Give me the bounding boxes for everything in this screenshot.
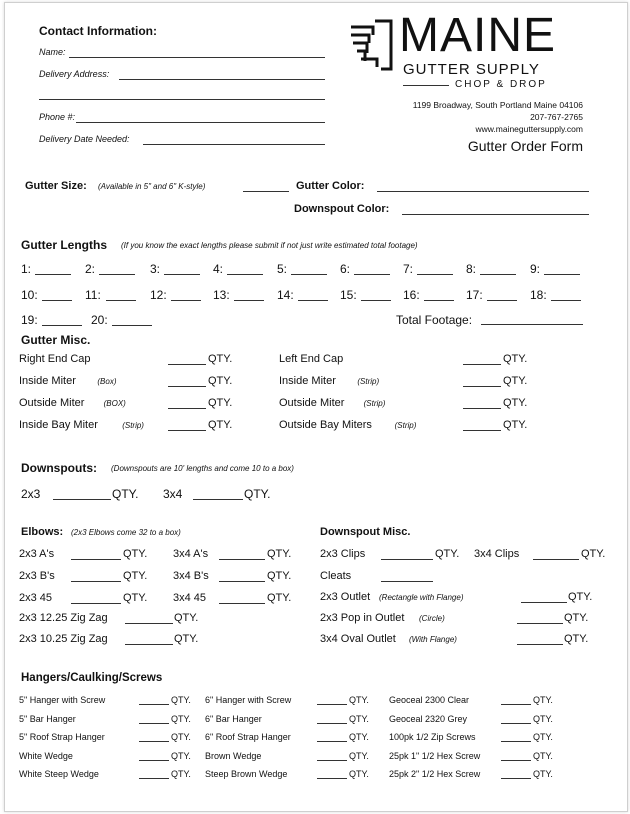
oval-outlet-note: (With Flange)	[409, 635, 457, 644]
length-label: 15:	[340, 288, 357, 302]
length-field[interactable]	[298, 300, 328, 301]
elbow-qty-field[interactable]	[219, 559, 265, 560]
outlet-2x3-qty-label: QTY.	[568, 591, 593, 603]
length-field[interactable]	[544, 274, 580, 275]
elbow-qty-label: QTY.	[267, 548, 292, 560]
hanger-item-label: Steep Brown Wedge	[205, 769, 288, 779]
length-label: 6:	[340, 262, 351, 276]
downspout-3x4-qty-label: QTY.	[244, 487, 271, 501]
length-field[interactable]	[487, 300, 517, 301]
company-address: 1199 Broadway, South Portland Maine 04106	[412, 100, 583, 110]
logo-divider	[403, 85, 449, 86]
misc-item-label: Inside Miter	[279, 375, 336, 387]
hanger-item-label: Brown Wedge	[205, 750, 262, 761]
misc-item-label: Inside Bay Miter	[19, 419, 98, 431]
name-label: Name:	[39, 47, 66, 57]
elbow-label: 2x3 A's	[19, 548, 55, 560]
length-field[interactable]	[291, 274, 327, 275]
misc-qty-field[interactable]	[463, 430, 501, 431]
length-label: 20:	[91, 313, 108, 327]
lengths-title: Gutter Lengths	[21, 238, 107, 252]
total-footage-label: Total Footage:	[396, 313, 473, 327]
hanger-qty-label: QTY.	[349, 732, 369, 742]
hanger-qty-field[interactable]	[139, 723, 169, 724]
phone-label: Phone #:	[39, 112, 76, 122]
hanger-qty-label: QTY.	[171, 732, 191, 742]
cleats-label: Cleats	[320, 570, 352, 582]
elbow-qty-label: QTY.	[123, 570, 148, 582]
length-label: 12:	[150, 288, 167, 302]
hanger-qty-field[interactable]	[139, 704, 169, 705]
hanger-qty-field[interactable]	[317, 741, 347, 742]
company-website: www.maineguttersupply.com	[475, 124, 583, 134]
clips-2x3-qty-label: QTY.	[435, 548, 460, 560]
hangers-title: Hangers/Caulking/Screws	[21, 672, 163, 684]
elbow-qty-label: QTY.	[123, 548, 148, 560]
length-label: 9:	[530, 262, 541, 276]
hanger-qty-field[interactable]	[317, 778, 347, 779]
hanger-qty-field[interactable]	[317, 723, 347, 724]
elbow-qty-field[interactable]	[71, 559, 121, 560]
hanger-item-label: White Wedge	[19, 750, 73, 761]
downspout-3x4-label: 3x4	[163, 487, 183, 501]
hanger-qty-label: QTY.	[349, 713, 369, 724]
clips-3x4-qty-label: QTY.	[581, 548, 606, 560]
hanger-qty-field[interactable]	[501, 704, 531, 705]
length-label: 2:	[85, 262, 96, 276]
length-field[interactable]	[417, 274, 453, 275]
length-field[interactable]	[354, 274, 390, 275]
hanger-qty-field[interactable]	[501, 778, 531, 779]
clips-3x4-label: 3x4 Clips	[474, 548, 520, 560]
downspout-2x3-label: 2x3	[21, 487, 41, 501]
downspout-color-field[interactable]	[402, 214, 589, 215]
gutter-size-label: Gutter Size:	[25, 180, 87, 192]
hanger-qty-field[interactable]	[139, 778, 169, 779]
outlet-2x3-label: 2x3 Outlet	[320, 591, 371, 603]
misc-item-note: (Box)	[97, 377, 117, 386]
elbow-label: 3x4 45	[173, 592, 207, 604]
length-field[interactable]	[164, 274, 200, 275]
misc-qty-label: QTY.	[503, 353, 528, 365]
length-label: 17:	[466, 288, 483, 302]
zigzag-1025-label: 2x3 10.25 Zig Zag	[19, 633, 108, 645]
downspout-2x3-qty-label: QTY.	[112, 487, 139, 501]
elbows-note: (2x3 Elbows come 32 to a box)	[71, 528, 181, 537]
gutter-color-label: Gutter Color:	[296, 180, 365, 192]
phone-field[interactable]	[76, 122, 325, 123]
hanger-item-label: 25pk 2" 1/2 Hex Screw	[389, 769, 481, 779]
elbow-qty-field[interactable]	[219, 581, 265, 582]
misc-qty-label: QTY.	[208, 375, 233, 387]
gutter-color-field[interactable]	[377, 191, 589, 192]
gutter-size-field[interactable]	[243, 191, 289, 192]
contact-title: Contact Information:	[39, 24, 157, 38]
downspouts-title: Downspouts:	[21, 461, 97, 475]
clips-2x3-qty-field[interactable]	[381, 559, 433, 560]
length-field[interactable]	[112, 325, 152, 326]
hanger-item-label: 5" Roof Strap Hanger	[19, 732, 105, 742]
misc-item-note: (Strip)	[363, 399, 386, 408]
length-field[interactable]	[424, 300, 454, 301]
cleats-field[interactable]	[381, 581, 433, 582]
hanger-item-label: 25pk 1" 1/2 Hex Screw	[389, 750, 481, 761]
oval-outlet-qty-label: QTY.	[564, 633, 589, 645]
misc-item-label: Left End Cap	[279, 353, 344, 365]
hanger-qty-label: QTY.	[533, 695, 553, 705]
misc-qty-label: QTY.	[208, 419, 233, 431]
elbow-label: 3x4 A's	[173, 548, 209, 560]
length-field[interactable]	[480, 274, 516, 275]
hanger-item-label: Geoceal 2320 Grey	[389, 713, 468, 724]
misc-qty-label: QTY.	[208, 353, 233, 365]
length-field[interactable]	[99, 274, 135, 275]
hanger-qty-field[interactable]	[317, 704, 347, 705]
elbow-label: 2x3 B's	[19, 570, 55, 582]
hanger-qty-field[interactable]	[501, 741, 531, 742]
elbow-qty-field[interactable]	[219, 603, 265, 604]
address-field[interactable]	[119, 79, 325, 80]
hanger-qty-label: QTY.	[533, 769, 553, 779]
logo-chop-drop: CHOP & DROP	[455, 79, 547, 90]
length-field[interactable]	[361, 300, 391, 301]
hanger-item-label: White Steep Wedge	[19, 769, 99, 779]
popin-outlet-label: 2x3 Pop in Outlet	[320, 612, 405, 624]
hanger-item-label: 100pk 1/2 Zip Screws	[389, 732, 476, 742]
hanger-qty-label: QTY.	[533, 750, 553, 761]
length-label: 16:	[403, 288, 420, 302]
hanger-qty-field[interactable]	[317, 760, 347, 761]
gutter-size-note: (Available in 5" and 6" K-style)	[98, 182, 206, 191]
length-field[interactable]	[171, 300, 201, 301]
misc-qty-field[interactable]	[168, 408, 206, 409]
length-label: 18:	[530, 288, 547, 302]
length-label: 3:	[150, 262, 161, 276]
outlet-2x3-note: (Rectangle with Flange)	[379, 593, 464, 602]
clips-2x3-label: 2x3 Clips	[320, 548, 366, 560]
delivery-date-label: Delivery Date Needed:	[39, 134, 130, 144]
misc-qty-label: QTY.	[503, 397, 528, 409]
form-title: Gutter Order Form	[467, 138, 583, 154]
zigzag-1225-qty-label: QTY.	[174, 612, 199, 624]
misc-item-note: (BOX)	[103, 399, 126, 408]
length-label: 8:	[466, 262, 477, 276]
total-footage-field[interactable]	[481, 324, 583, 325]
misc-qty-field[interactable]	[463, 386, 501, 387]
misc-qty-field[interactable]	[168, 386, 206, 387]
length-label: 1:	[21, 262, 32, 276]
length-field[interactable]	[551, 300, 581, 301]
clips-3x4-qty-field[interactable]	[533, 559, 579, 560]
elbow-qty-label: QTY.	[267, 570, 292, 582]
hanger-qty-label: QTY.	[171, 769, 191, 779]
oval-outlet-qty-field[interactable]	[517, 644, 563, 645]
length-field[interactable]	[234, 300, 264, 301]
logo-maine: MAINE	[399, 9, 557, 62]
hanger-qty-field[interactable]	[139, 741, 169, 742]
zigzag-1025-qty-label: QTY.	[174, 633, 199, 645]
popin-outlet-qty-field[interactable]	[517, 623, 563, 624]
zigzag-1225-label: 2x3 12.25 Zig Zag	[19, 612, 108, 624]
hanger-item-label: 5" Bar Hanger	[19, 713, 76, 724]
elbow-qty-field[interactable]	[71, 603, 121, 604]
misc-qty-field[interactable]	[168, 430, 206, 431]
length-field[interactable]	[35, 274, 71, 275]
misc-item-label: Outside Bay Miters	[279, 419, 372, 431]
zigzag-1025-qty-field[interactable]	[125, 644, 173, 645]
hanger-qty-label: QTY.	[349, 769, 369, 779]
logo-gutter-supply: GUTTER SUPPLY	[403, 61, 540, 78]
misc-item-note: (Strip)	[357, 377, 380, 386]
hanger-qty-label: QTY.	[171, 695, 191, 705]
elbow-qty-label: QTY.	[123, 592, 148, 604]
downspouts-note: (Downspouts are 10' lengths and come 10 to a box)	[111, 464, 294, 473]
hanger-qty-label: QTY.	[349, 750, 369, 761]
hanger-qty-label: QTY.	[171, 713, 191, 724]
hanger-qty-field[interactable]	[139, 760, 169, 761]
lengths-note: (If you know the exact lengths please submit if not just write estimated total footage)	[121, 241, 418, 250]
elbows-title: Elbows:	[21, 526, 64, 538]
elbow-qty-field[interactable]	[71, 581, 121, 582]
misc-qty-field[interactable]	[463, 408, 501, 409]
length-label: 19:	[21, 313, 38, 327]
hanger-qty-label: QTY.	[349, 695, 369, 705]
hanger-qty-field[interactable]	[501, 760, 531, 761]
misc-qty-field[interactable]	[463, 364, 501, 365]
length-field[interactable]	[106, 300, 136, 301]
hanger-item-label: 6" Hanger with Screw	[205, 695, 292, 705]
misc-item-note: (Strip)	[122, 421, 144, 430]
downspout-3x4-qty-field[interactable]	[193, 499, 243, 500]
delivery-date-field[interactable]	[143, 144, 325, 145]
order-form-page	[4, 2, 628, 812]
length-field[interactable]	[42, 325, 82, 326]
downspout-color-label: Downspout Color:	[294, 203, 390, 215]
hanger-qty-label: QTY.	[171, 750, 191, 761]
elbow-label: 3x4 B's	[173, 570, 209, 582]
hanger-qty-label: QTY.	[533, 732, 553, 742]
length-label: 10:	[21, 288, 38, 302]
ds-misc-title: Downspout Misc.	[320, 526, 411, 538]
address-field-line2[interactable]	[39, 99, 325, 100]
popin-outlet-qty-label: QTY.	[564, 612, 589, 624]
elbow-qty-label: QTY.	[267, 592, 292, 604]
misc-item-note: (Strip)	[394, 421, 417, 430]
popin-outlet-note: (Circle)	[419, 614, 445, 623]
company-phone: 207-767-2765	[530, 112, 583, 122]
address-label: Delivery Address:	[39, 69, 110, 79]
misc-qty-label: QTY.	[503, 375, 528, 387]
length-label: 5:	[277, 262, 288, 276]
outlet-2x3-qty-field[interactable]	[521, 602, 567, 603]
length-label: 7:	[403, 262, 414, 276]
length-label: 14:	[277, 288, 294, 302]
misc-item-label: Outside Miter	[279, 397, 345, 409]
misc-item-label: Outside Miter	[19, 397, 85, 409]
elbow-label: 2x3 45	[19, 592, 53, 604]
length-label: 11:	[85, 288, 101, 302]
misc-item-label: Inside Miter	[19, 375, 76, 387]
misc-title: Gutter Misc.	[21, 333, 91, 347]
misc-qty-label: QTY.	[503, 419, 528, 431]
length-label: 13:	[213, 288, 230, 302]
length-label: 4:	[213, 262, 224, 276]
length-field[interactable]	[227, 274, 263, 275]
hanger-item-label: 6" Roof Strap Hanger	[205, 732, 291, 742]
hanger-item-label: 6" Bar Hanger	[205, 713, 262, 724]
zigzag-1225-qty-field[interactable]	[125, 623, 173, 624]
name-field[interactable]	[69, 57, 325, 58]
misc-item-label: Right End Cap	[19, 353, 91, 365]
hanger-qty-label: QTY.	[533, 713, 553, 724]
downspout-2x3-qty-field[interactable]	[53, 499, 111, 500]
oval-outlet-label: 3x4 Oval Outlet	[320, 633, 396, 645]
misc-qty-field[interactable]	[168, 364, 206, 365]
logo-mark-icon	[347, 15, 397, 75]
hanger-item-label: 5" Hanger with Screw	[19, 695, 106, 705]
hanger-item-label: Geoceal 2300 Clear	[389, 695, 470, 705]
length-field[interactable]	[42, 300, 72, 301]
misc-qty-label: QTY.	[208, 397, 233, 409]
hanger-qty-field[interactable]	[501, 723, 531, 724]
